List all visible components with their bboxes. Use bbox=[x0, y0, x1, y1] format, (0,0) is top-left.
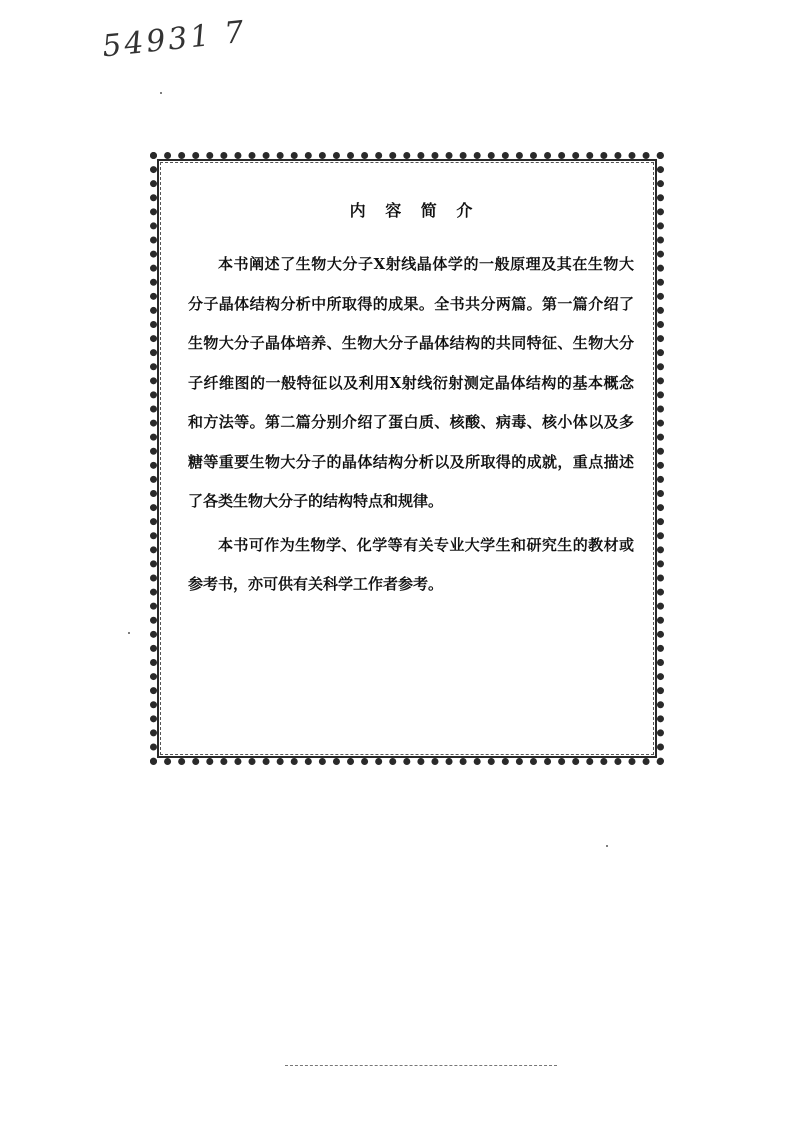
title-char: 内 bbox=[349, 201, 366, 220]
summary-box bbox=[188, 198, 634, 605]
scan-speck bbox=[606, 845, 608, 847]
summary-paragraph-1: 本书阐述了生物大分子X射线晶体学的一般原理及其在生物大分子晶体结构分析中所取得的成果。全书共分两篇。第一篇介绍了生物大分子晶体培养、生物大分子晶体结构的共同特征、生物大分子纤维图的一般特征以及利用X射线衍射测定晶体结构的基本概念和方法等。第二篇分别介绍了蛋白质、核酸、病毒、核小体以及多糖等重要生物大分子的晶体结构分析以及所取得的成就，重点描述了各类生物大分子的结构特点和规律。 bbox=[188, 255, 634, 510]
title-char: 介 bbox=[456, 201, 473, 220]
handwritten-note: 54931 7 bbox=[100, 14, 249, 65]
scan-speck bbox=[160, 92, 162, 94]
title-char: 容 bbox=[385, 201, 402, 220]
summary-paragraph-2: 本书可作为生物学、化学等有关专业大学生和研究生的教材或参考书，亦可供有关科学工作者参考。 bbox=[188, 535, 634, 593]
summary-title bbox=[188, 198, 634, 221]
scan-speck bbox=[128, 632, 130, 634]
scan-line bbox=[285, 1065, 557, 1066]
title-char: 简 bbox=[420, 201, 437, 220]
